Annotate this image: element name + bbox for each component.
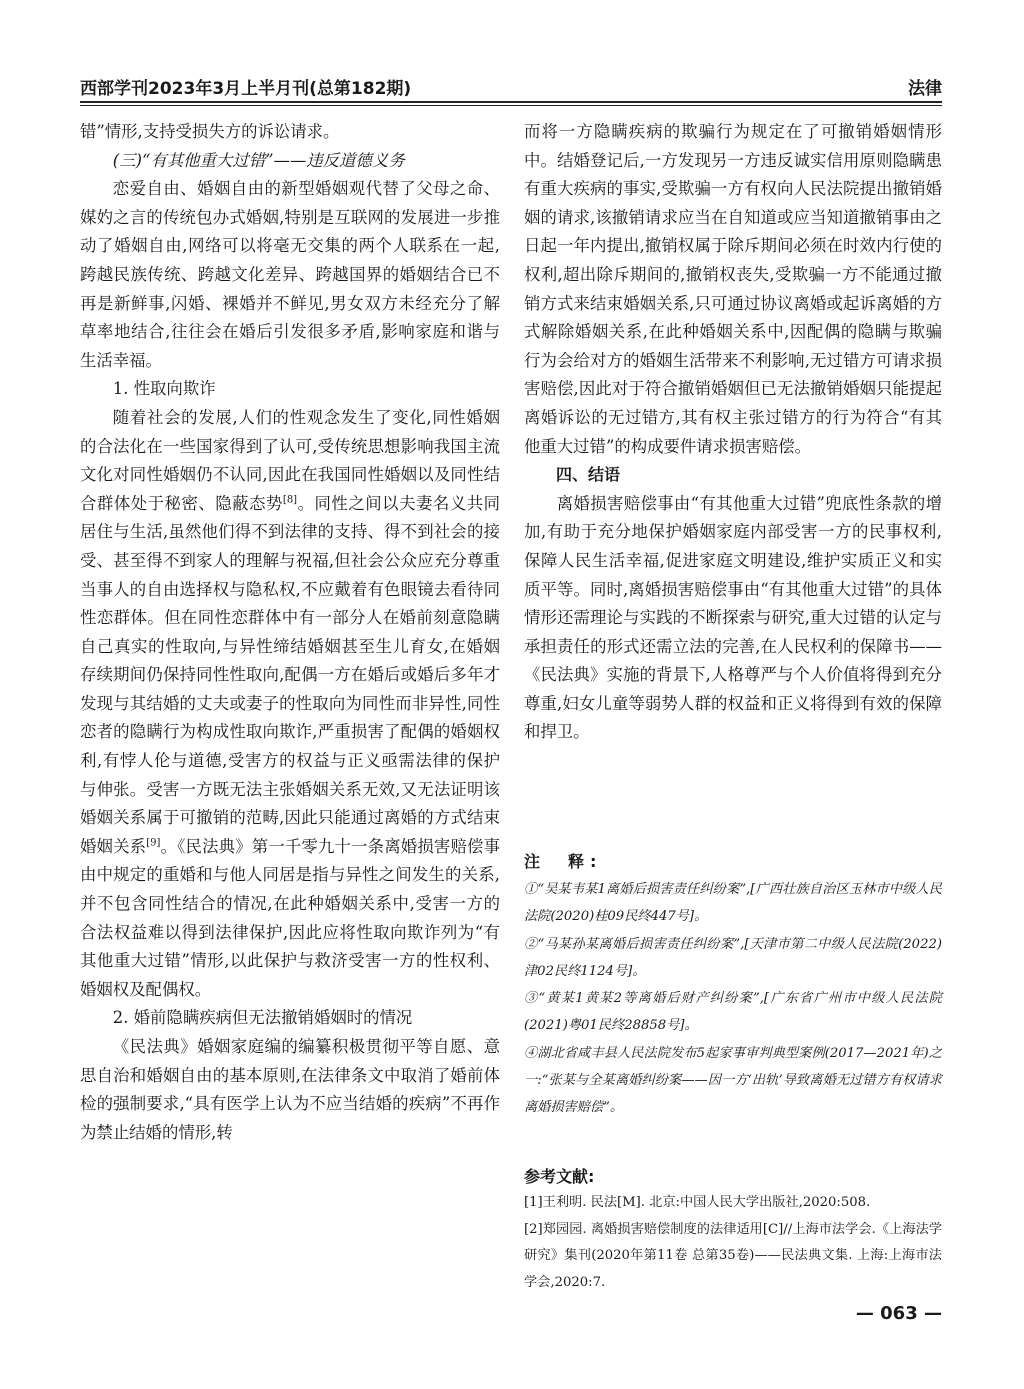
paragraph: 《民法典》婚姻家庭编的编纂积极贯彻平等自愿、意思自治和婚姻自由的基本原则,在法律条文中取消了婚前体检的强制要求,“具有医学上认为不应当结婚的疾病”不再作为禁止结婚的情形,转: [80, 1037, 500, 1142]
sub-heading: 2. 婚前隐瞒疾病但无法撤销婚姻时的情况: [112, 1008, 413, 1028]
text-run: 。《民法典》第一千零九十一条离婚损害赔偿事由中规定的重婚和与他人同居是指与异性之间发生的关系,并不包含同性结合的情况,在此种婚姻关系中,受害一方的合法权益难以得到法律保护,因此应将性取向欺诈列为“有其他重大过错”情形,以此保护与救济受害一方的性权利、婚姻权及配偶权。: [80, 836, 500, 999]
section-heading: 四、结语: [556, 465, 621, 485]
left-column: [80, 118, 500, 1147]
citation-9: [9]: [146, 837, 161, 849]
reference-item: [2]郑园园. 离婚损害赔偿制度的法律适用[C]//上海市法学会.《上海法学研究》集刊(2020年第11卷 总第35卷)——民法典文集. 上海:上海市法学会,2020:7.: [524, 1221, 942, 1290]
paragraph: [80, 404, 500, 1004]
journal-title: 西部学刊2023年3月上半月刊(总第182期): [80, 79, 412, 99]
notes-title: 注 释:: [524, 852, 603, 871]
sub-heading: 1. 性取向欺诈: [112, 379, 216, 399]
references-title: 参考文献:: [524, 1167, 595, 1186]
page-header: [80, 70, 942, 102]
notes-list: [524, 876, 942, 1122]
paragraph: 恋爱自由、婚姻自由的新型婚姻观代替了父母之命、媒妁之言的传统包办式婚姻,特别是互联网的发展进一步推动了婚姻自由,网络可以将毫无交集的两个人联系在一起,跨越民族传统、跨越文化差异、跨越国界的婚姻结合已不再是新鲜事,闪婚、裸婚并不鲜见,男女双方未经充分了解草率地结合,往往会在婚后引发很多矛盾,影响家庭和谐与生活幸福。: [80, 179, 500, 370]
page-number: — 063 —: [855, 1303, 942, 1324]
text-run: 随着社会的发展,人们的性观念发生了变化,同性婚姻的合法化在一些国家得到了认可,受传统思想影响我国主流文化对同性婚姻仍不认同,因此在我国同性婚姻以及同性结合群体处于秘密、隐蔽态势: [80, 407, 500, 513]
citation-8: [8]: [282, 494, 298, 506]
note-item: ③“黄某1黄某2等离婚后财产纠纷案”,[广东省广州市中级人民法院(2021)粤01民终28858号]。: [524, 991, 942, 1034]
note-item: ①“吴某韦某1离婚后损害责任纠纷案”,[广西壮族自治区玉林市中级人民法院(2020)桂09民终447号]。: [524, 882, 942, 925]
header-rule-thin: [80, 105, 942, 106]
note-item: ②“马某孙某离婚后损害责任纠纷案”,[天津市第二中级人民法院(2022)津02民终1124号]。: [524, 936, 942, 979]
note-item: ④湖北省咸丰县人民法院发布5起家事审判典型案例(2017—2021年)之一:“张某与全某离婚纠纷案——因一方‘出轨’导致离婚无过错方有权请求离婚损害赔偿”。: [524, 1045, 942, 1116]
header-rule: [80, 101, 942, 103]
paragraph: 离婚损害赔偿事由“有其他重大过错”兜底性条款的增加,有助于充分地保护婚姻家庭内部受害一方的民事权利,保障人民生活幸福,促进家庭文明建设,维护实质正义和实质平等。同时,离婚损害赔偿事由“有其他重大过错”的具体情形还需理论与实践的不断探索与研究,重大过错的认定与承担责任的形式还需立法的完善,在人民权利的保障书——《民法典》实施的背景下,人格尊严与个人价值将得到充分尊重,妇女儿童等弱势人群的权益和正义将得到有效的保障和捍卫。: [524, 493, 942, 742]
paragraph: 而将一方隐瞒疾病的欺骗行为规定在了可撤销婚姻情形中。结婚登记后,一方发现另一方违反诚实信用原则隐瞒患有重大疾病的事实,受欺骗一方有权向人民法院提出撤销婚姻的请求,该撤销请求应当在自知道或应当知道撤销事由之日起一年内提出,撤销权属于除斥期间必须在时效内行使的权利,超出除斥期间的,撤销权丧失,受欺骗一方不能通过撤销方式来结束婚姻关系,只可通过协议离婚或起诉离婚的方式解除婚姻关系,在此种婚姻关系中,因配偶的隐瞒与欺骗行为会给对方的婚姻生活带来不利影响,无过错方可请求损害赔偿,因此对于符合撤销婚姻但已无法撤销婚姻只能提起离婚诉讼的无过错方,其有权主张过错方的行为符合“有其他重大过错”的构成要件请求损害赔偿。: [524, 122, 942, 456]
subsection-heading: (三)“有其他重大过错”——违反道德义务: [112, 150, 405, 170]
references-list: [524, 1190, 942, 1296]
text-run: 。同性之间以夫妻名义共同居住与生活,虽然他们得不到法律的支持、得不到社会的接受、甚至得不到家人的理解与祝福,但社会公众应充分尊重当事人的自由选择权与隐私权,不应戴着有色眼镜去看待同性恋群体。但在同性恋群体中有一部分人在婚前刻意隐瞒自己真实的性取向,与异性缔结婚姻甚至生儿育女,在婚姻存续期间仍保持同性性取向,配偶一方在婚后或婚后多年才发现与其结婚的丈夫或妻子的性取向为同性而非异性,同性恋者的隐瞒行为构成性取向欺诈,严重损害了配偶的婚姻权利,有悖人伦与道德,受害方的权益与正义亟需法律的保护与伸张。受害一方既无法主张婚姻关系无效,又无法证明该婚姻关系属于可撤销的范畴,因此只能通过离婚的方式结束婚姻关系: [80, 493, 501, 856]
section-label: 法律: [908, 79, 942, 99]
right-column: [524, 118, 942, 747]
reference-item: [1]王利明. 民法[M]. 北京:中国人民大学出版社,2020:508.: [524, 1195, 871, 1210]
paragraph: 错”情形,支持受损失方的诉讼请求。: [80, 122, 340, 141]
